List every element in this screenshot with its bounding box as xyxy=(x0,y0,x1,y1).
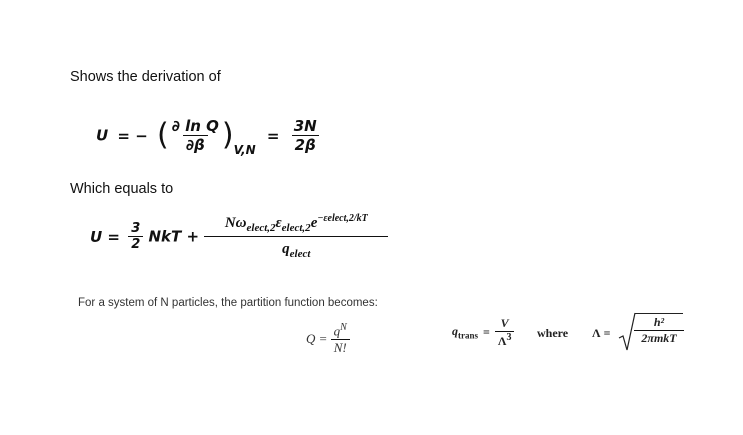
eq1-rhs-numerator: 3N xyxy=(293,117,317,135)
eq4-equals: = xyxy=(483,325,490,339)
eq5-numerator: h² xyxy=(653,315,665,329)
eq1-left-paren: ( xyxy=(157,117,169,153)
eq2-coefficient xyxy=(128,221,143,252)
eq3-denominator: N! xyxy=(331,339,350,356)
eq3-numerator: $q^N$ xyxy=(333,322,347,339)
eq1-equals: = xyxy=(266,126,280,145)
eq5-fraction xyxy=(635,315,683,346)
eq1-right-paren: ) xyxy=(221,117,234,153)
equation-3 xyxy=(306,322,350,356)
eq4-denominator: $\Lambda^3$ xyxy=(495,331,515,349)
intro-text: Shows the derivation of xyxy=(70,69,221,85)
system-text: For a system of N particles, the partition function becomes: xyxy=(78,297,378,309)
eq2-coef-num: 3 xyxy=(131,221,141,236)
eq3-lhs: Q = xyxy=(306,331,328,347)
eq4-lhs: $q_{trans}$ xyxy=(452,324,478,341)
eq2-denominator: $q_{elect}$ xyxy=(204,236,388,260)
eq2-term: NkT + xyxy=(148,227,200,246)
eq1-rhs-denominator: 2β xyxy=(292,135,319,154)
eq2-lhs: U = xyxy=(90,227,120,246)
equation-1 xyxy=(96,117,320,157)
eq1-minus: = − xyxy=(117,126,148,145)
eq5-denominator: 2πmkT xyxy=(634,330,684,346)
eq1-numerator: ∂ ln Q xyxy=(171,117,219,135)
eq1-fraction xyxy=(169,117,222,154)
eq1-subscript: V,N xyxy=(233,143,256,157)
eq4-numerator: V xyxy=(500,316,509,330)
equation-2 xyxy=(90,213,388,260)
where-text: where xyxy=(537,326,569,340)
eq1-lhs: U xyxy=(96,126,109,145)
equals-to-text: Which equals to xyxy=(70,181,174,197)
eq3-fraction xyxy=(331,322,350,356)
eq4-fraction xyxy=(495,316,515,349)
eq1-rhs-fraction xyxy=(291,117,320,154)
eq2-coef-den: 2 xyxy=(128,236,143,252)
sqrt-radicand xyxy=(635,313,683,352)
equation-4 xyxy=(452,316,514,349)
eq5-lhs: Λ = xyxy=(592,326,611,340)
eq2-numerator: $N\omega_{elect,2}\varepsilon_{elect,2}e^{-\varepsilon elect,2/kT}$ xyxy=(224,213,368,234)
eq1-denominator: ∂β xyxy=(183,135,208,154)
eq2-fraction xyxy=(204,213,388,260)
